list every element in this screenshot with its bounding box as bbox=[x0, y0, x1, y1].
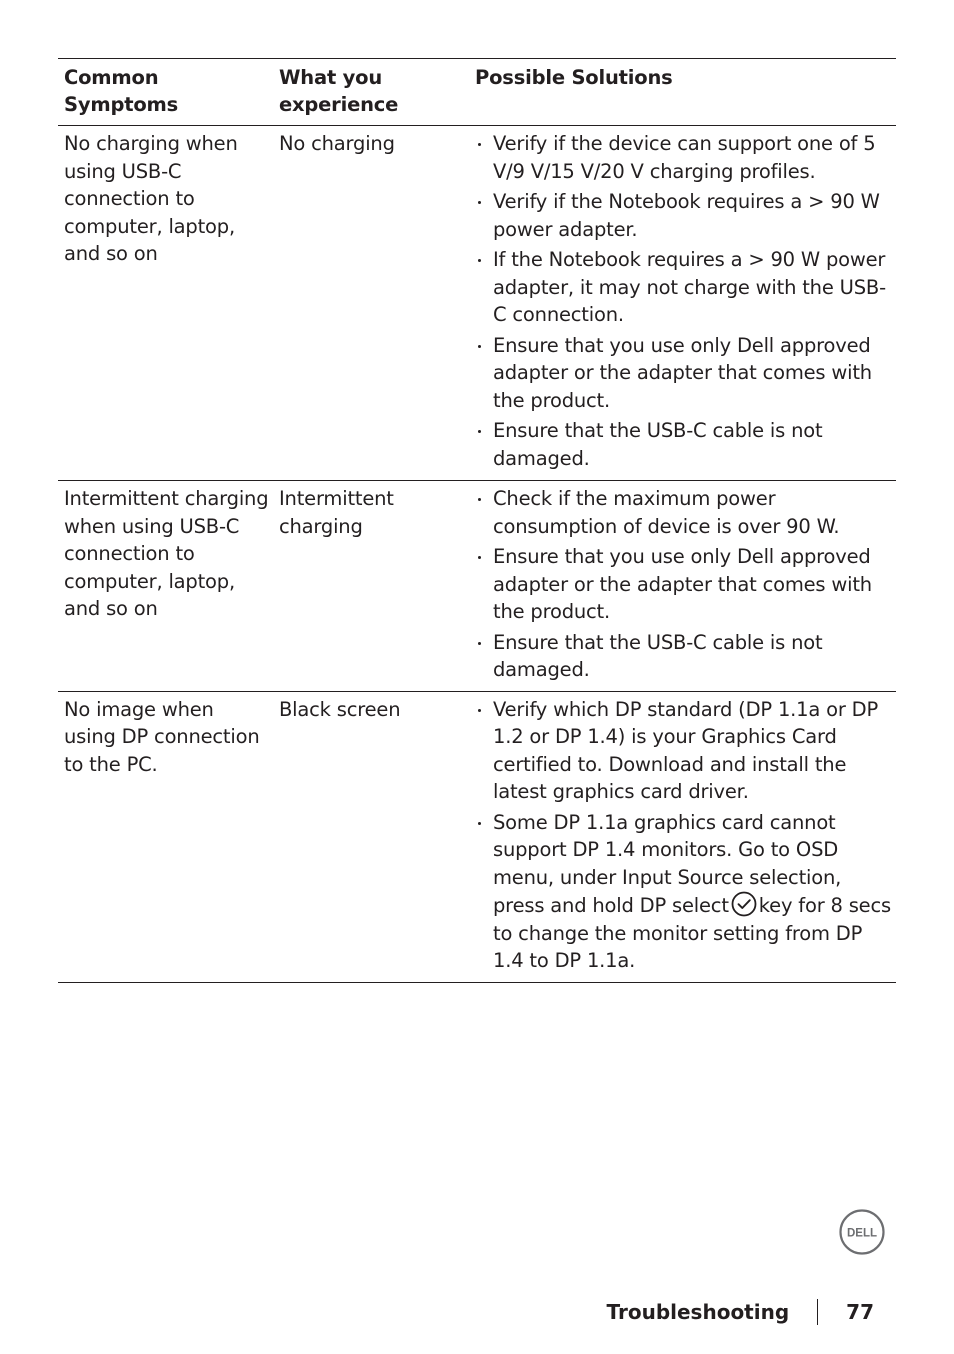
solution-item: If the Notebook requires a > 90 W power adapter, it may not charge with the USB-C connection. bbox=[475, 246, 896, 329]
solution-item: Ensure that the USB-C cable is not damaged. bbox=[475, 417, 896, 472]
experience-cell: Black screen bbox=[279, 697, 401, 721]
page-footer bbox=[607, 1299, 874, 1325]
solutions-list bbox=[475, 130, 896, 472]
logo-text: DELL bbox=[846, 1227, 878, 1240]
check-circle-icon bbox=[731, 891, 757, 917]
header-common-symptoms: Common Symptoms bbox=[64, 66, 179, 116]
symptom-cell: No charging when using USB-C connection to computer, laptop, and so on bbox=[64, 132, 238, 265]
footer-divider bbox=[817, 1299, 818, 1325]
symptom-cell: No image when using DP connection to the PC. bbox=[64, 697, 260, 776]
solution-item bbox=[475, 809, 896, 975]
page-number: 77 bbox=[846, 1300, 874, 1324]
solution-item: Verify if the Notebook requires a > 90 W power adapter. bbox=[475, 188, 896, 243]
dell-logo-icon bbox=[839, 1209, 885, 1255]
experience-cell: No charging bbox=[279, 132, 395, 155]
header-possible-solutions: Possible Solutions bbox=[475, 66, 673, 89]
solution-text-part: key for 8 secs to change the monitor setting from DP 1.4 to DP 1.1a. bbox=[493, 894, 891, 972]
table-header-row bbox=[58, 59, 896, 126]
solution-item: Ensure that the USB-C cable is not damaged. bbox=[475, 629, 896, 684]
solution-item: Verify if the device can support one of 5 V/9 V/15 V/20 V charging profiles. bbox=[475, 130, 896, 185]
solutions-list bbox=[475, 485, 896, 684]
solutions-list bbox=[475, 696, 896, 975]
solutions-cell bbox=[468, 692, 896, 982]
solutions-cell bbox=[468, 126, 896, 480]
table-row bbox=[58, 481, 896, 692]
footer-section-title: Troubleshooting bbox=[606, 1300, 790, 1324]
header-what-you-experience: What you experience bbox=[279, 66, 399, 116]
solution-item: Verify which DP standard (DP 1.1a or DP 1.2 or DP 1.4) is your Graphics Card certified to. Download and install the latest graphics card driver. bbox=[475, 696, 896, 806]
solution-item: Check if the maximum power consumption of device is over 90 W. bbox=[475, 485, 896, 540]
solutions-cell bbox=[468, 481, 896, 691]
table-row bbox=[58, 692, 896, 983]
troubleshooting-table bbox=[58, 58, 896, 983]
solution-item: Ensure that you use only Dell approved adapter or the adapter that comes with the product. bbox=[475, 332, 896, 415]
solution-item: Ensure that you use only Dell approved adapter or the adapter that comes with the product. bbox=[475, 543, 896, 626]
solution-text-part: Some DP 1.1a graphics card cannot support DP 1.4 monitors. Go to OSD menu, under Input Source selection, press and hold DP select bbox=[493, 810, 842, 917]
experience-cell: Intermittent charging bbox=[279, 487, 394, 538]
table-row bbox=[58, 126, 896, 481]
symptom-cell: Intermittent charging when using USB-C connection to computer, laptop, and so on bbox=[64, 487, 269, 620]
